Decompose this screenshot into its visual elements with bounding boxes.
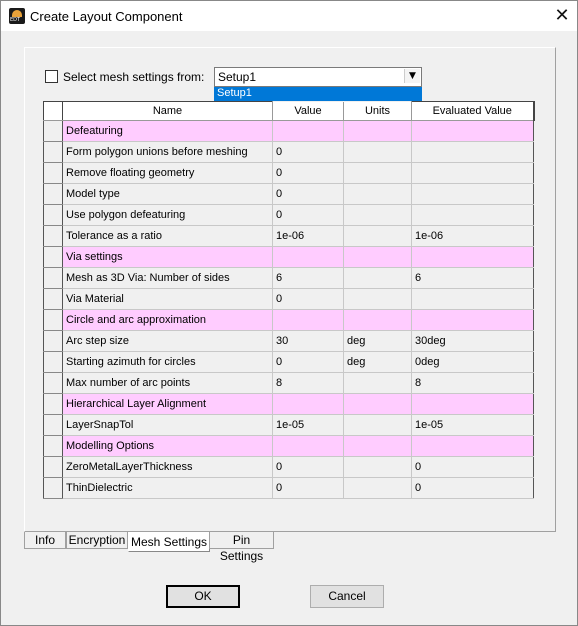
units-cell[interactable] <box>344 184 412 205</box>
tab-info[interactable]: Info <box>24 532 66 549</box>
evaluated-value-cell <box>412 205 534 226</box>
evaluated-value-cell <box>412 142 534 163</box>
name-cell: Mesh as 3D Via: Number of sides <box>63 268 273 289</box>
row-header-cell[interactable] <box>44 163 63 184</box>
evaluated-value-cell: 1e-05 <box>412 415 534 436</box>
row-header-cell[interactable] <box>44 457 63 478</box>
evaluated-value-cell <box>412 163 534 184</box>
name-cell: Model type <box>63 184 273 205</box>
units-cell <box>344 247 412 268</box>
value-cell[interactable]: 1e-05 <box>273 415 344 436</box>
units-cell[interactable] <box>344 289 412 310</box>
name-cell: Arc step size <box>63 331 273 352</box>
units-cell[interactable] <box>344 457 412 478</box>
ok-button[interactable]: OK <box>166 585 240 608</box>
value-cell[interactable]: 0 <box>273 205 344 226</box>
table-row[interactable] <box>44 205 534 226</box>
mesh-setup-selected-value: Setup1 <box>218 70 257 84</box>
row-header-cell[interactable] <box>44 268 63 289</box>
grid-corner-cell <box>44 102 63 121</box>
value-cell <box>273 310 344 331</box>
units-cell[interactable] <box>344 415 412 436</box>
name-cell: Tolerance as a ratio <box>63 226 273 247</box>
evaluated-value-cell <box>412 394 534 415</box>
value-cell[interactable]: 1e-06 <box>273 226 344 247</box>
name-cell: Form polygon unions before meshing <box>63 142 273 163</box>
row-header-cell[interactable] <box>44 394 63 415</box>
close-icon[interactable]: ✕ <box>554 5 570 26</box>
column-header-units[interactable]: Units <box>344 102 412 121</box>
evaluated-value-cell: 0 <box>412 478 534 499</box>
name-cell: Remove floating geometry <box>63 163 273 184</box>
name-cell: Circle and arc approximation <box>63 310 273 331</box>
evaluated-value-cell <box>412 436 534 457</box>
section-row[interactable] <box>44 310 534 331</box>
window-title: Create Layout Component <box>30 9 183 24</box>
evaluated-value-cell <box>412 247 534 268</box>
value-cell[interactable]: 0 <box>273 457 344 478</box>
mesh-settings-checkbox-label: Select mesh settings from: <box>63 70 205 84</box>
table-row[interactable] <box>44 352 534 373</box>
section-row[interactable] <box>44 121 534 142</box>
units-cell[interactable]: deg <box>344 331 412 352</box>
value-cell[interactable]: 0 <box>273 163 344 184</box>
table-row[interactable] <box>44 289 534 310</box>
row-header-cell[interactable] <box>44 121 63 142</box>
mesh-setup-option-label: Setup1 <box>217 87 252 99</box>
mesh-settings-grid <box>43 101 535 499</box>
value-cell[interactable]: 0 <box>273 184 344 205</box>
section-row[interactable] <box>44 394 534 415</box>
value-cell[interactable]: 30 <box>273 331 344 352</box>
name-cell: Use polygon defeaturing <box>63 205 273 226</box>
row-header-cell[interactable] <box>44 415 63 436</box>
evaluated-value-cell: 0 <box>412 457 534 478</box>
units-cell <box>344 310 412 331</box>
evaluated-value-cell: 8 <box>412 373 534 394</box>
section-row[interactable] <box>44 436 534 457</box>
mesh-setup-dropdown-option[interactable] <box>214 87 422 101</box>
value-cell <box>273 247 344 268</box>
value-cell <box>273 394 344 415</box>
units-cell[interactable] <box>344 268 412 289</box>
units-cell <box>344 121 412 142</box>
value-cell[interactable]: 0 <box>273 478 344 499</box>
chevron-down-icon[interactable]: ▼ <box>404 69 420 83</box>
units-cell[interactable] <box>344 373 412 394</box>
table-row[interactable] <box>44 184 534 205</box>
name-cell: ZeroMetalLayerThickness <box>63 457 273 478</box>
table-row[interactable] <box>44 226 534 247</box>
name-cell: Hierarchical Layer Alignment <box>63 394 273 415</box>
tab-mesh-settings[interactable]: Mesh Settings <box>128 532 210 552</box>
section-row[interactable] <box>44 247 534 268</box>
mesh-settings-checkbox[interactable] <box>45 70 58 83</box>
evaluated-value-cell: 0deg <box>412 352 534 373</box>
name-cell: Via settings <box>63 247 273 268</box>
evaluated-value-cell <box>412 121 534 142</box>
units-cell[interactable]: deg <box>344 352 412 373</box>
units-cell[interactable] <box>344 478 412 499</box>
app-logo-icon <box>9 8 25 24</box>
value-cell <box>273 436 344 457</box>
units-cell <box>344 436 412 457</box>
value-cell[interactable]: 0 <box>273 142 344 163</box>
evaluated-value-cell: 1e-06 <box>412 226 534 247</box>
evaluated-value-cell <box>412 184 534 205</box>
table-row[interactable] <box>44 331 534 352</box>
column-header-evaluated-value[interactable]: Evaluated Value <box>412 102 534 121</box>
column-header-name[interactable]: Name <box>63 102 273 121</box>
table-row[interactable] <box>44 478 534 499</box>
table-row[interactable] <box>44 415 534 436</box>
table-row[interactable] <box>44 268 534 289</box>
table-row[interactable] <box>44 373 534 394</box>
row-header-cell[interactable] <box>44 205 63 226</box>
evaluated-value-cell: 6 <box>412 268 534 289</box>
evaluated-value-cell <box>412 310 534 331</box>
units-cell[interactable] <box>344 163 412 184</box>
title-bar <box>1 1 577 31</box>
row-header-cell[interactable] <box>44 289 63 310</box>
units-cell[interactable] <box>344 226 412 247</box>
evaluated-value-cell: 30deg <box>412 331 534 352</box>
evaluated-value-cell <box>412 289 534 310</box>
row-header-cell[interactable] <box>44 247 63 268</box>
row-header-cell[interactable] <box>44 331 63 352</box>
value-cell[interactable]: 0 <box>273 289 344 310</box>
name-cell: Max number of arc points <box>63 373 273 394</box>
row-header-cell[interactable] <box>44 373 63 394</box>
row-header-cell[interactable] <box>44 142 63 163</box>
name-cell: LayerSnapTol <box>63 415 273 436</box>
name-cell: ThinDielectric <box>63 478 273 499</box>
tab-pin-settings[interactable]: Pin Settings <box>209 532 274 549</box>
units-cell[interactable] <box>344 142 412 163</box>
value-cell[interactable]: 0 <box>273 352 344 373</box>
row-header-cell[interactable] <box>44 184 63 205</box>
name-cell: Defeaturing <box>63 121 273 142</box>
column-header-value[interactable]: Value <box>273 102 344 121</box>
row-header-cell[interactable] <box>44 478 63 499</box>
value-cell[interactable]: 6 <box>273 268 344 289</box>
name-cell: Modelling Options <box>63 436 273 457</box>
row-header-cell[interactable] <box>44 226 63 247</box>
row-header-cell[interactable] <box>44 436 63 457</box>
value-cell <box>273 121 344 142</box>
row-header-cell[interactable] <box>44 310 63 331</box>
name-cell: Via Material <box>63 289 273 310</box>
value-cell[interactable]: 8 <box>273 373 344 394</box>
name-cell: Starting azimuth for circles <box>63 352 273 373</box>
table-row[interactable] <box>44 457 534 478</box>
table-row[interactable] <box>44 142 534 163</box>
row-header-cell[interactable] <box>44 352 63 373</box>
mesh-setup-select[interactable] <box>214 67 422 87</box>
units-cell[interactable] <box>344 205 412 226</box>
tab-encryption[interactable]: Encryption <box>66 532 128 549</box>
cancel-button[interactable]: Cancel <box>310 585 384 608</box>
table-row[interactable] <box>44 163 534 184</box>
units-cell <box>344 394 412 415</box>
